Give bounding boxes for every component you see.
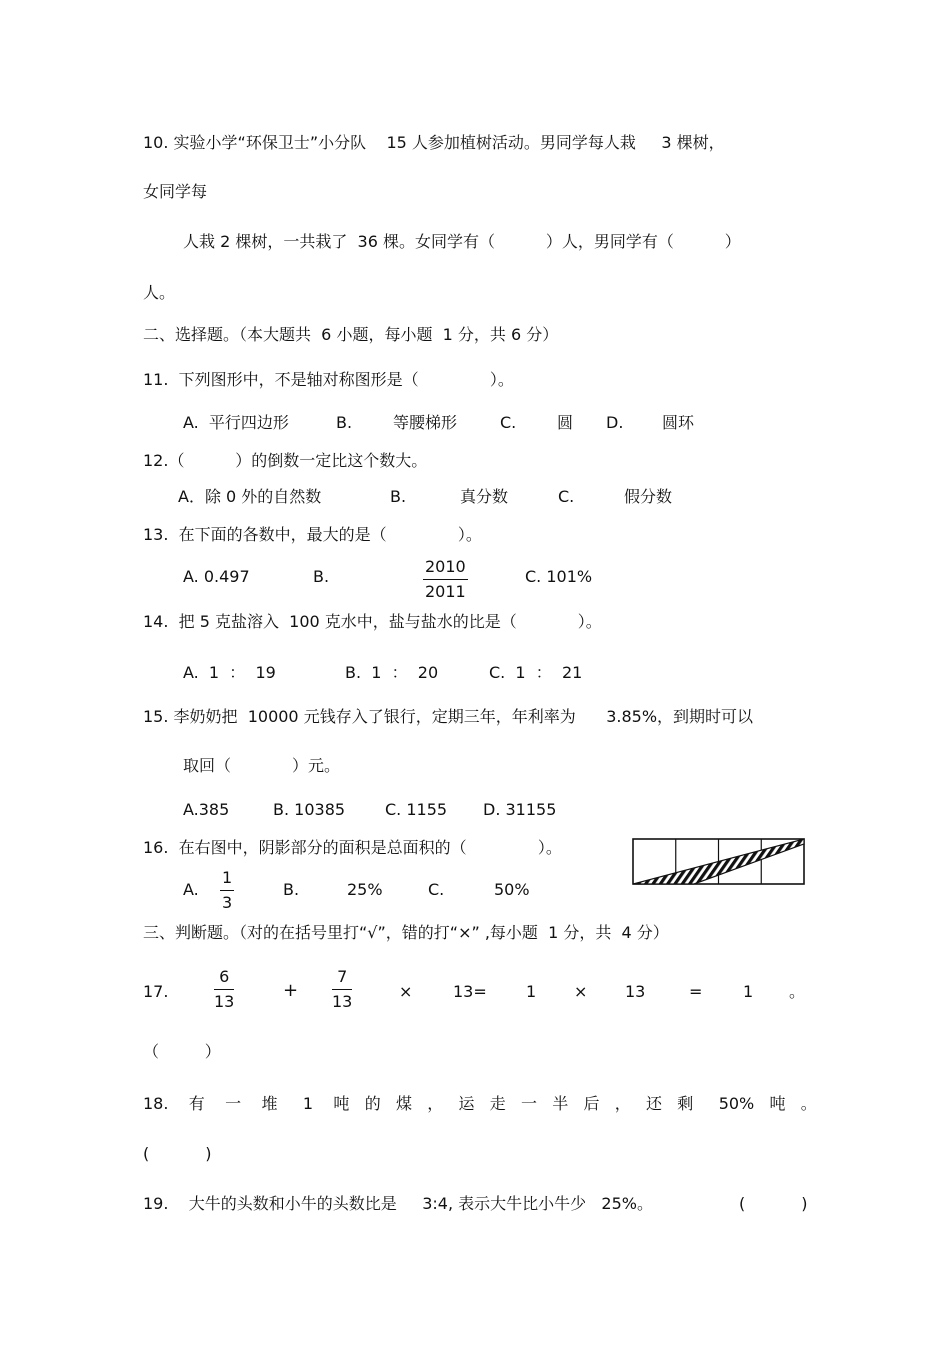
q17-fraction-2 [332, 968, 352, 1011]
q14-option-a: A. 1 ： 19 [183, 663, 276, 682]
q12-option-c-text: 假分数 [624, 487, 673, 506]
q17-thirteen: 13 [625, 982, 646, 1001]
q11-option-b-text: 等腰梯形 [393, 413, 458, 432]
q13-stem: 13. 在下面的各数中，最大的是（ ）。 [143, 525, 482, 544]
fraction-numerator: 6 [214, 968, 234, 990]
q12-option-b-text: 真分数 [460, 487, 509, 506]
q10-line3: 人栽 2 棵树，一共栽了 36 棵。女同学有（ ）人，男同学有（ ） [183, 232, 741, 251]
q15-option-a: A.385 [183, 800, 230, 819]
q17-period: 。 [789, 982, 806, 1001]
q12-stem: 12.（ ）的倒数一定比这个数大。 [143, 451, 428, 470]
q13-option-a: A. 0.497 [183, 567, 250, 586]
q11-option-a: A. 平行四边形 [183, 413, 289, 432]
q17-label: 17. [143, 982, 169, 1001]
q14-option-b: B. 1 ： 20 [345, 663, 439, 682]
q16-option-b-text: 25% [347, 880, 383, 899]
q17-fraction-1 [214, 968, 234, 1011]
q17-times-2: × [574, 982, 588, 1001]
fraction-numerator: 7 [332, 968, 352, 990]
q16-option-c-text: 50% [494, 880, 530, 899]
q17-times-1: × [399, 982, 413, 1001]
q15-option-d: D. 31155 [483, 800, 557, 819]
q14-stem: 14. 把 5 克盐溶入 100 克水中，盐与盐水的比是（ ）。 [143, 612, 602, 631]
q15-option-c: C. 1155 [385, 800, 448, 819]
q16-option-a-fraction [220, 869, 234, 912]
q10-line4: 人。 [143, 283, 176, 302]
q11-option-c-text: 圆 [557, 413, 574, 432]
fraction-denominator: 2011 [425, 582, 466, 601]
q16-option-b-label: B. [283, 880, 300, 899]
q16-option-a-label: A. [183, 880, 199, 899]
fraction-numerator: 2010 [423, 558, 468, 580]
section2-heading: 二、选择题。（本大题共 6 小题，每小题 1 分，共 6 分） [143, 325, 559, 344]
q15-line2: 取回（ ）元。 [183, 756, 341, 775]
q15-line1: 15. 李奶奶把 10000 元钱存入了银行，定期三年，年利率为 3.85%，到期时可以 [143, 707, 754, 726]
q11-stem: 11. 下列图形中，不是轴对称图形是（ ）。 [143, 370, 514, 389]
q15-option-b: B. 10385 [273, 800, 346, 819]
q12-option-a: A．除 0 外的自然数 [178, 487, 322, 506]
q11-option-c-label: C. [500, 413, 517, 432]
q17-one-2: 1 [743, 982, 754, 1001]
q12-option-b-label: B. [390, 487, 407, 506]
q10-line1: 10. 实验小学“环保卫士”小分队 15 人参加植树活动。男同学每人栽 3 棵树， [143, 133, 725, 152]
shaded-rectangle-figure [632, 838, 806, 886]
fraction-denominator: 13 [214, 992, 235, 1011]
q17-equals-2: = [689, 982, 703, 1001]
fraction-denominator: 3 [222, 893, 233, 912]
fraction-numerator: 1 [220, 869, 234, 891]
q12-option-c-label: C. [558, 487, 575, 506]
q17-equals-1: 13= [453, 982, 487, 1001]
q16-stem: 16. 在右图中，阴影部分的面积是总面积的（ ）。 [143, 838, 562, 857]
q14-option-c: C. 1 ： 21 [489, 663, 583, 682]
q17-one-1: 1 [526, 982, 537, 1001]
q16-option-c-label: C. [428, 880, 445, 899]
q13-option-b-label: B. [313, 567, 330, 586]
q11-option-d-text: 圆环 [662, 413, 695, 432]
q10-line2: 女同学每 [143, 182, 208, 201]
q13-option-b-fraction [423, 558, 468, 601]
fraction-denominator: 13 [332, 992, 353, 1011]
q19-text: 19. 大牛的头数和小牛的头数比是 3:4, 表示大牛比小牛少 25%。 [143, 1194, 653, 1213]
q11-option-b-label: B. [336, 413, 353, 432]
q13-option-c: C. 101% [525, 567, 593, 586]
q19-answer-paren: ( ) [739, 1194, 808, 1213]
section3-heading: 三、判断题。（对的在括号里打“√”，错的打“×” ,每小题 1 分，共 4 分） [143, 923, 669, 942]
q17-answer-paren: （ ） [143, 1042, 221, 1061]
q17-plus: + [283, 980, 299, 1001]
q18-text: 18. 有 一 堆 1 吨 的 煤 ， 运 走 一 半 后 ， 还 剩 50% 吨 。 [143, 1094, 817, 1113]
q18-answer-paren: ( ) [143, 1144, 212, 1163]
q11-option-d-label: D. [606, 413, 624, 432]
